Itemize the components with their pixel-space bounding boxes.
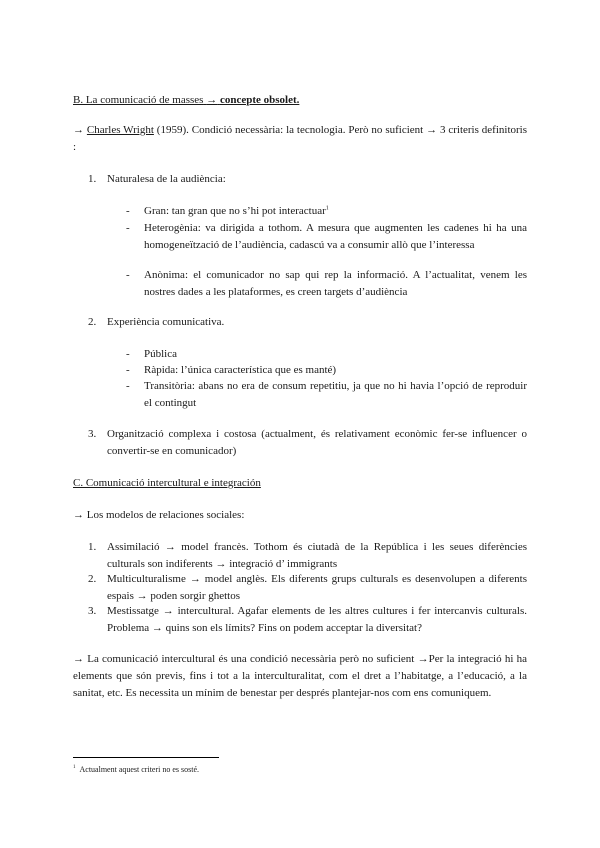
criterion-1-item-2-dash: -: [126, 222, 130, 234]
criterion-2-item-3-text: Transitòria: abans no era de consum repetitiu, ja que no hi havia l’opció de reproduir el contingut: [144, 380, 527, 409]
criterion-2-item-2-dash: -: [126, 364, 130, 376]
criterion-1-item-1: [144, 203, 527, 220]
criterion-1-item-1-text: Gran: tan gran que no s’hi pot interactuar: [144, 205, 326, 217]
model-3-number: 3.: [88, 605, 97, 617]
criterion-2-item-3-dash: -: [126, 380, 130, 392]
model-3-text: Mestissatge → intercultural. Agafar elements de les altres cultures i fer intercanvis culturals. Problema → quins son els límits? Fins on podem acceptar la diversitat?: [107, 605, 527, 634]
section-b-heading-label: B. La comunicació de masses: [73, 94, 204, 106]
criterion-1-item-3-text: Anònima: el comunicador no sap qui rep la informació. A l’actualitat, venem les nostres dades a les plataformes, es creen targets d’audiència: [144, 269, 527, 298]
model-1-text: Assimilació → model francès. Tothom és ciutadà de la República i les seues diferències culturals son indiferents → integració d’ immigrants: [107, 541, 527, 570]
section-c-closing: → La comunicació intercultural és una condició necessària però no suficient →Per la integració hi ha elements que són previs, fins i tot a la interculturalitat, com el dret a l’habitatge, a l’educació, a la sanitat, etc. Es necessita un mínim de benestar per després plantejar-nos com ens comuniquem.: [73, 653, 527, 699]
section-b-heading-emphasis: concepte obsolet.: [219, 94, 300, 106]
criterion-2-item-1-text: Pública: [144, 348, 177, 360]
footnote-separator: [73, 757, 219, 758]
intro-arrow: →: [73, 124, 84, 136]
model-2-text: Multiculturalisme → model anglès. Els diferents grups culturals es desenvolupen a diferents espais → poden sorgir ghettos: [107, 573, 527, 602]
criterion-1-item-3-dash: -: [126, 269, 130, 281]
footnote-reference: 1: [325, 205, 329, 212]
intro-text: (1959). Condició necessària: la tecnologia. Però no suficient → 3 criteris definitoris :: [73, 124, 527, 153]
footnote-mark: 1: [73, 765, 76, 771]
model-2-number: 2.: [88, 573, 97, 585]
section-c-heading: C. Comunicació intercultural e integración: [73, 477, 261, 489]
heading-arrow: →: [206, 94, 218, 106]
section-b-heading: [73, 92, 527, 109]
criterion-3-title: Organització complexa i costosa (actualment, és relativament econòmic fer-se influencer o convertir-se en comunicador): [107, 428, 527, 457]
criterion-1-item-2-text: Heterogènia: va dirigida a tothom. A mesura que augmenten les cadenes hi ha una homogeneïtzació de l’audiència, cadascú va a consumir allò que l’interessa: [144, 222, 527, 251]
model-1-number: 1.: [88, 541, 97, 553]
criterion-2-item-1-dash: -: [126, 348, 130, 360]
section-c-intro: → Los modelos de relaciones sociales:: [73, 509, 245, 521]
criterion-3-number: 3.: [88, 428, 97, 440]
criterion-1-title: Naturalesa de la audiència:: [107, 173, 226, 185]
author-name: Charles Wright: [86, 124, 154, 136]
criterion-1-number: 1.: [88, 173, 97, 185]
criterion-2-number: 2.: [88, 316, 97, 328]
criterion-1-item-1-dash: -: [126, 205, 130, 217]
section-b-intro: [73, 122, 527, 156]
footnote-text: Actualment aquest criteri no es sosté.: [79, 765, 200, 774]
footnote: [73, 764, 199, 776]
criterion-2-item-2-text: Ràpida: l’única característica que es manté): [144, 364, 337, 376]
criterion-2-title: Experiència comunicativa.: [107, 316, 225, 328]
